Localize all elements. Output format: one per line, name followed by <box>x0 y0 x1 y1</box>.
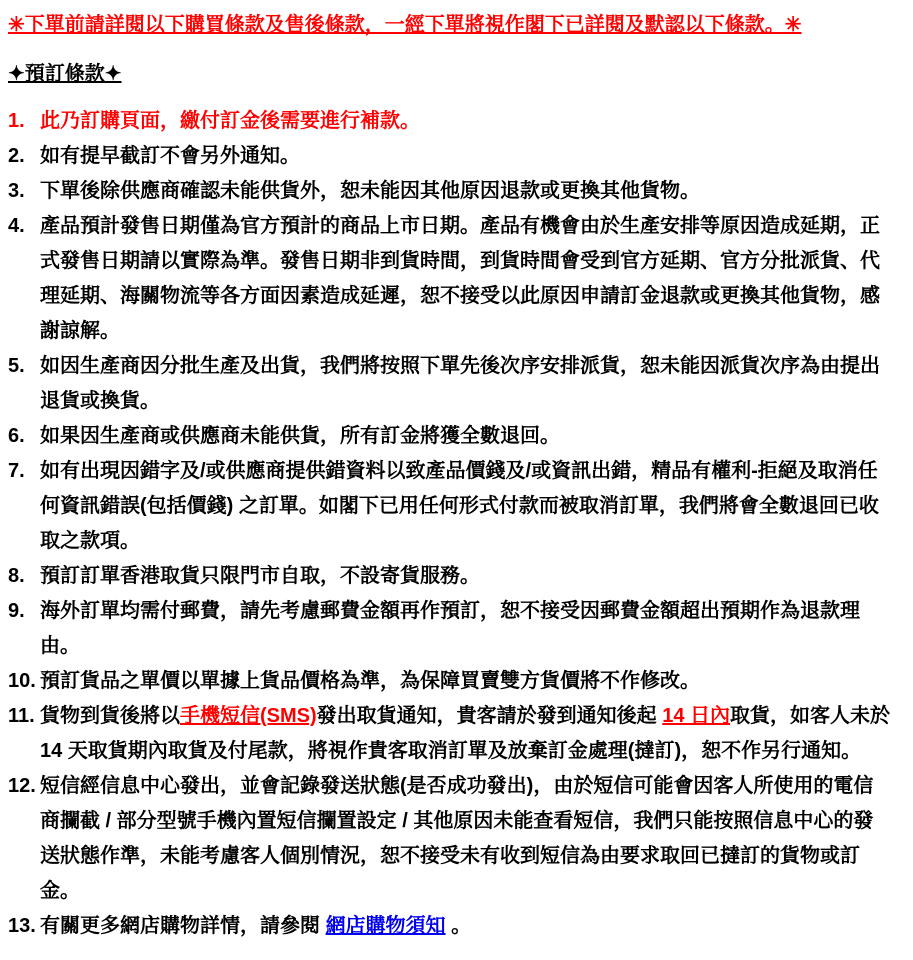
term-text <box>40 594 893 664</box>
term-item-8 <box>8 559 893 594</box>
header-notice: ✳下單前請詳閱以下購買條款及售後條款，一經下單將視作閣下已詳閱及默認以下條款。✳ <box>8 14 802 36</box>
term-text <box>40 174 893 209</box>
term-number: 5. <box>8 355 25 377</box>
text-segment: 如因生產商因分批生產及出貨，我們將按照下單先後次序安排派貨，恕未能因派貨次序為由提出退貨或換貨。 <box>40 355 880 412</box>
text-segment: 下單後除供應商確認未能供貨外，恕未能因其他原因退款或更換其他貨物。 <box>40 180 700 202</box>
text-segment: 預訂訂單香港取貨只限門市自取，不設寄貨服務。 <box>40 565 480 587</box>
term-text <box>40 699 893 769</box>
term-text <box>40 349 893 419</box>
term-number: 13. <box>8 915 36 937</box>
term-number: 12. <box>8 775 36 797</box>
term-number: 11. <box>8 705 35 727</box>
term-item-6 <box>8 419 893 454</box>
text-segment: 產品預計發售日期僅為官方預計的商品上市日期。產品有機會由於生產安排等原因造成延期，正式發售日期請以實際為準。發售日期非到貨時間，到貨時間會受到官方延期、官方分批派貨、代理延期、海關物流等各方面因素造成延遲，恕不接受以此原因申請訂金退款或更換其他貨物，感謝諒解。 <box>40 215 880 342</box>
highlight-text: 手機短信(SMS) <box>180 705 317 727</box>
term-number: 10. <box>8 670 36 692</box>
text-segment: 短信經信息中心發出，並會記錄發送狀態(是否成功發出)，由於短信可能會因客人所使用的電信商攔截 / 部分型號手機內置短信攔置設定 / 其他原因未能查看短信，我們只能按照信息中心的發送狀態作準，未能考慮客人個別情況，恕不接受未有收到短信為由要求取回已撻訂的貨物或訂金。 <box>40 775 874 902</box>
term-number: 3. <box>8 180 25 202</box>
text-segment: 貨物到貨後將以 <box>40 705 180 727</box>
term-text <box>40 209 893 349</box>
term-number: 4. <box>8 215 25 237</box>
term-text <box>40 559 893 594</box>
term-item-1 <box>8 104 893 139</box>
text-segment: 如果因生產商或供應商未能供貨，所有訂金將獲全數退回。 <box>40 425 560 447</box>
terms-list <box>8 104 893 944</box>
text-segment: 發出取貨通知，貴客請於發到通知後起 <box>316 705 663 727</box>
term-number: 9. <box>8 600 25 622</box>
shop-guide-link[interactable]: 網店購物須知 <box>325 915 446 937</box>
term-item-4 <box>8 209 893 349</box>
term-text <box>40 664 893 699</box>
term-number: 1. <box>8 110 25 132</box>
term-item-13 <box>8 909 893 944</box>
text-segment: 如有提早截訂不會另外通知。 <box>40 145 300 167</box>
term-number: 8. <box>8 565 25 587</box>
term-number: 7. <box>8 460 25 482</box>
term-text <box>40 909 893 944</box>
term-number: 2. <box>8 145 25 167</box>
text-segment: 此乃訂購頁面，繳付訂金後需要進行補款。 <box>40 110 420 132</box>
term-text <box>40 769 893 909</box>
text-segment: 預訂貨品之單價以單據上貨品價格為準，為保障買賣雙方貨價將不作修改。 <box>40 670 700 692</box>
term-text <box>40 419 893 454</box>
term-item-12 <box>8 769 893 909</box>
term-number: 6. <box>8 425 25 447</box>
text-segment: 取貨，如客人未於 14 天取貨期內取貨及付尾款，將視作貴客取消訂單及放棄訂金處理(撻訂)，恕不作另行通知。 <box>40 705 891 762</box>
term-text <box>40 104 893 139</box>
term-item-9 <box>8 594 893 664</box>
term-item-11 <box>8 699 893 769</box>
text-segment: 如有出現因錯字及/或供應商提供錯資料以致產品價錢及/或資訊出錯，精品有權利-拒絕及取消任何資訊錯誤(包括價錢) 之訂單。如閣下已用任何形式付款而被取消訂單，我們將會全數退回已收取之款項。 <box>40 460 879 552</box>
term-text <box>40 139 893 174</box>
text-segment: 有關更多網店購物詳情，請參閱 <box>40 915 326 937</box>
highlight-text: 14 日內 <box>662 705 731 727</box>
text-segment: 海外訂單均需付郵費，請先考慮郵費金額再作預訂，恕不接受因郵費金額超出預期作為退款理由。 <box>40 600 860 657</box>
term-item-7 <box>8 454 893 559</box>
text-segment: 。 <box>445 915 472 937</box>
term-item-10 <box>8 664 893 699</box>
term-text <box>40 454 893 559</box>
term-item-5 <box>8 349 893 419</box>
term-item-3 <box>8 174 893 209</box>
term-item-2 <box>8 139 893 174</box>
section-title: ✦預訂條款✦ <box>8 63 122 85</box>
